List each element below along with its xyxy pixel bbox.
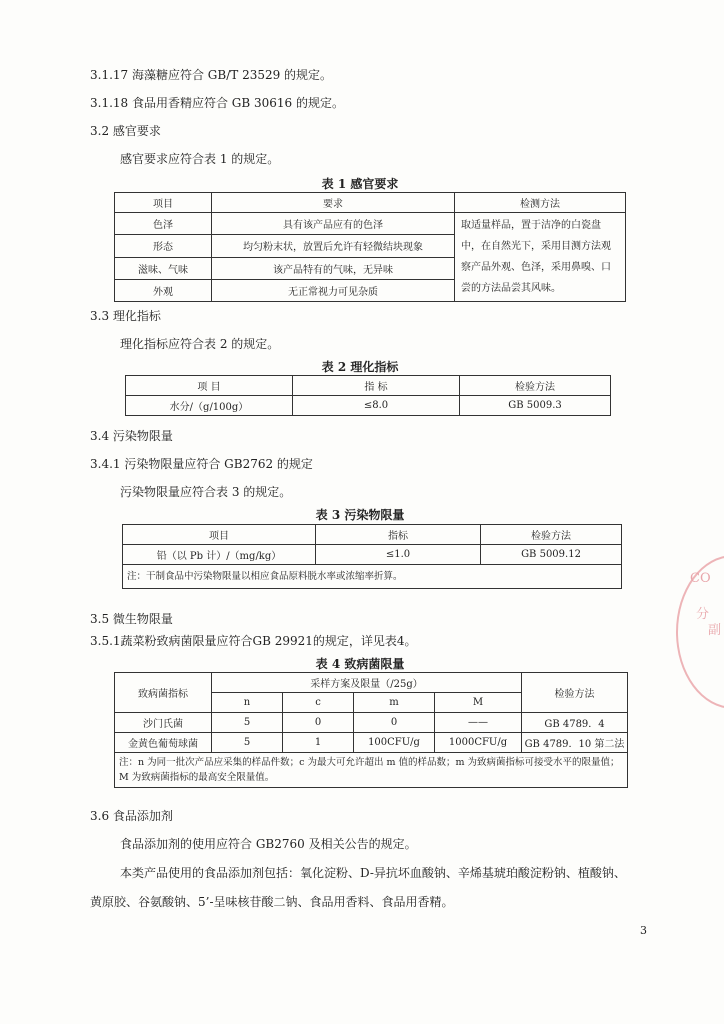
table4-pathogens	[114, 672, 628, 788]
t1-header: 项目	[115, 193, 212, 213]
t3-method: GB 5009.12	[481, 545, 622, 565]
t4-cell: 100CFU/g	[354, 733, 435, 753]
clause-3-5-1: 3.5.1蔬菜粉致病菌限量应符合GB 29921的规定，详见表4。	[90, 634, 417, 648]
para-3-2: 感官要求应符合表 1 的规定。	[120, 152, 280, 166]
t4-cell: ——	[435, 713, 522, 733]
heading-3-2: 3.2 感官要求	[90, 124, 161, 138]
table2-physchem	[125, 375, 611, 416]
table1-caption: 表 1 感官要求	[321, 177, 399, 191]
t4-sub-n: n	[212, 693, 283, 713]
t3-value: ≤1.0	[316, 545, 481, 565]
t4-cell: 5	[212, 713, 283, 733]
t4-cell: 1	[283, 733, 354, 753]
table3-caption: 表 3 污染物限量	[315, 508, 405, 522]
t1-method: 取适量样品，置于洁净的白瓷盘中，在自然光下，采用目测方法观察产品外观、色泽，采用鼻嗅、口尝的方法品尝其风味。	[455, 213, 626, 302]
t1-item: 外观	[115, 279, 212, 301]
t4-cell: 0	[354, 713, 435, 733]
clause-3-1-17: 3.1.17 海藻糖应符合 GB/T 23529 的规定。	[90, 68, 333, 82]
t4-cell: 金黄色葡萄球菌	[115, 733, 212, 753]
table1-sensory	[114, 192, 626, 302]
t4-cell: GB 4789．4	[522, 713, 628, 733]
seal-text: 分	[696, 607, 710, 622]
t1-requirement: 具有该产品应有的色泽	[212, 213, 455, 235]
t1-header: 要求	[212, 193, 455, 213]
t4-sub-m: m	[354, 693, 435, 713]
t1-requirement: 该产品特有的气味，无异味	[212, 257, 455, 279]
t3-note: 注：干制食品中污染物限量以相应食品原料脱水率或浓缩率折算。	[123, 565, 622, 589]
para-3-6-a: 食品添加剂的使用应符合 GB2760 及相关公告的规定。	[120, 837, 417, 851]
t2-method: GB 5009.3	[460, 396, 611, 416]
t2-header: 指 标	[293, 376, 460, 396]
t1-requirement: 无正常视力可见杂质	[212, 279, 455, 301]
t1-header: 检测方法	[455, 193, 626, 213]
t1-item: 形态	[115, 235, 212, 257]
clause-3-4-1: 3.4.1 污染物限量应符合 GB2762 的规定	[90, 457, 313, 471]
t2-header: 检验方法	[460, 376, 611, 396]
t4-cell: 0	[283, 713, 354, 733]
t4-header-method: 检验方法	[522, 673, 628, 713]
para-3-6-b: 本类产品使用的食品添加剂包括：氧化淀粉、D-异抗坏血酸钠、辛烯基琥珀酸淀粉钠、植酸钠、	[120, 866, 626, 880]
seal-stamp	[676, 555, 724, 709]
t3-header: 指标	[316, 525, 481, 545]
para-3-6-c: 黄原胶、谷氨酸钠、5’-呈味核苷酸二钠、食品用香料、食品用香精。	[90, 895, 454, 909]
table3-contaminants	[122, 524, 622, 589]
t4-cell: 1000CFU/g	[435, 733, 522, 753]
clause-3-1-18: 3.1.18 食品用香精应符合 GB 30616 的规定。	[90, 96, 345, 110]
para-3-3: 理化指标应符合表 2 的规定。	[120, 337, 280, 351]
t2-header: 项 目	[126, 376, 293, 396]
seal-text: 副	[708, 623, 722, 638]
t4-cell: GB 4789．10 第二法	[522, 733, 628, 753]
table2-caption: 表 2 理化指标	[321, 360, 399, 374]
t1-item: 滋味、气味	[115, 257, 212, 279]
t1-item: 色泽	[115, 213, 212, 235]
heading-3-4: 3.4 污染物限量	[90, 429, 173, 443]
heading-3-3: 3.3 理化指标	[90, 309, 161, 323]
t3-item: 铅（以 Pb 计）/（mg/kg）	[123, 545, 316, 565]
t4-sub-M: M	[435, 693, 522, 713]
t3-header: 检验方法	[481, 525, 622, 545]
t4-sub-c: c	[283, 693, 354, 713]
t4-header-plan: 采样方案及限量（/25g）	[212, 673, 522, 693]
heading-3-5: 3.5 微生物限量	[90, 612, 173, 626]
seal-text: CO	[690, 571, 711, 586]
t4-cell: 沙门氏菌	[115, 713, 212, 733]
t2-item: 水分/（g/100g）	[126, 396, 293, 416]
heading-3-6: 3.6 食品添加剂	[90, 809, 173, 823]
page-number: 3	[640, 924, 647, 937]
t3-header: 项目	[123, 525, 316, 545]
t1-requirement: 均匀粉末状，放置后允许有轻微结块现象	[212, 235, 455, 257]
para-3-4-1: 污染物限量应符合表 3 的规定。	[120, 485, 292, 499]
t4-cell: 5	[212, 733, 283, 753]
t2-value: ≤8.0	[293, 396, 460, 416]
table4-caption: 表 4 致病菌限量	[315, 657, 405, 671]
t4-note: 注：n 为同一批次产品应采集的样品件数；c 为最大可允许超出 m 值的样品数；m 为致病菌指标可接受水平的限量值；M 为致病菌指标的最高安全限量值。	[115, 753, 628, 788]
t4-header-indicator: 致病菌指标	[115, 673, 212, 713]
